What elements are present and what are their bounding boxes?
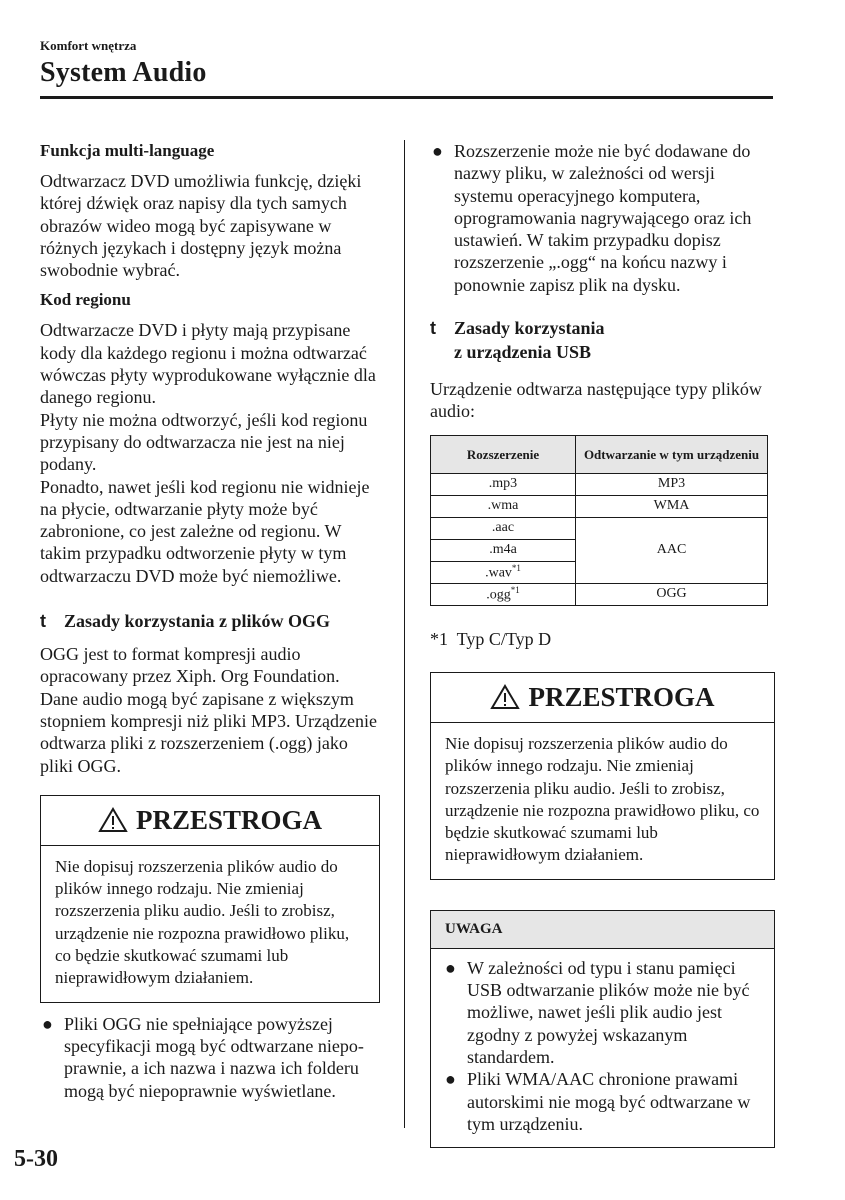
warning-icon: [490, 684, 520, 710]
bullet-text: W zależności od typu i stanu pamięci USB odtwarzanie plików może nie być możliwe, nawet jeśli plik audio jest zgodny z powyżej wskazanym standardem.: [467, 957, 750, 1067]
table-header-row: [431, 435, 768, 473]
note-body: [431, 949, 774, 1147]
table-cell: .mp3: [431, 473, 576, 495]
table-cell: [431, 561, 576, 583]
region-paragraph-3: Ponadto, nawet jeśli kod regionu nie widnieje na płycie, odtwarzanie płyty może być zabronione, co jest zależne od regionu. W takim przypadku odtworzenie płyty w tym odtwarzaczu DVD może być niemożliwe.: [40, 476, 370, 586]
usb-intro: Urządzenie odtwarza następujące typy plików audio:: [430, 379, 762, 422]
caution-text: Nie dopisuj rozszerzenia plików audio do plików innego rodzaju. Nie zmieniaj rozszerzenia pliku audio. Jeśli to zrobisz, urządzenie nie rozpozna prawidłowo pliku, co będzie skutkować szumami lub nieprawidłowym działaniem.: [55, 856, 350, 988]
section-marker-icon: t: [40, 611, 46, 632]
table-row: [431, 495, 768, 517]
caution-header: [41, 796, 379, 846]
table-cell: .aac: [431, 517, 576, 539]
page-number: 5-30: [14, 1146, 58, 1172]
title-rule: [40, 96, 773, 99]
caution-header: [431, 673, 774, 723]
table-cell: .m4a: [431, 539, 576, 561]
table-cell: OGG: [576, 583, 768, 605]
table-cell: WMA: [576, 495, 768, 517]
list-item: [430, 140, 775, 296]
bullet-icon: ●: [432, 141, 443, 161]
footnote-ref: *1: [510, 584, 520, 595]
usb-heading-line-1: Zasady korzystania: [454, 318, 605, 339]
caution-title: PRZESTROGA: [135, 804, 323, 835]
extension-table: [430, 435, 768, 606]
bullet-icon: ●: [42, 1013, 53, 1034]
ogg-text: OGG jest to format kompresji audio opracowany przez Xiph. Org Foundation. Dane audio mogą być zapisane z większym stopniem kompresji niż pliki MP3. Urządzenie odtwarza pliki z rozszerzeniem (.ogg) jako pliki OGG.: [40, 644, 377, 776]
table-cell: MP3: [576, 473, 768, 495]
footnote: *1 Typ C/Typ D: [430, 628, 552, 649]
bullet-text: Pliki OGG nie spełniające powyższej specyfikacji mogą być odtwarzane niepo-prawnie, a ich nazwa i nazwa ich folderu mogą być niepoprawnie wyświetlane.: [64, 1013, 364, 1101]
caution-box: [40, 795, 380, 1003]
ogg-heading-text: Zasady korzystania z plików OGG: [64, 611, 331, 632]
table-cell: .wma: [431, 495, 576, 517]
table-header-playback: Odtwarzanie w tym urządzeniu: [576, 435, 768, 473]
note-bullet-list: [443, 957, 762, 1135]
warning-icon: [98, 807, 128, 833]
right-column: [430, 140, 775, 1148]
list-item: [443, 957, 762, 1068]
section-label: Komfort wnętrza: [40, 38, 137, 53]
section-marker-icon: t: [430, 318, 436, 339]
multilang-text: Odtwarzacz DVD umożliwia funkcję, dzięki której dźwięk oraz napisy dla tych samych obrazów wideo mogą być zapisywane w różnych językach i dostępny język można swobodnie wybrać.: [40, 171, 362, 281]
usb-heading-text: [454, 316, 605, 364]
extension-bullet-list: [430, 140, 775, 296]
ext-wav: .wav: [485, 565, 512, 581]
caution-text: Nie dopisuj rozszerzenia plików audio do plików innego rodzaju. Nie zmieniaj rozszerzenia pliku audio. Jeśli to zrobisz, urządzenie nie rozpozna prawidłowo pliku, co będzie skutkować szumami lub nieprawidłowym działaniem.: [445, 733, 760, 865]
note-title: UWAGA: [431, 911, 774, 949]
region-heading: Kod regionu: [40, 290, 131, 310]
table-header-extension: Rozszerzenie: [431, 435, 576, 473]
bullet-text: Rozszerzenie może nie być dodawane do nazwy pliku, w zależności od wersji systemu operacyjnego komputera, oprogramowania nagrywającego oraz ich ustawień. W takim przypadku dopisz rozszerzenie „.ogg“ na końcu nazwy i ponownie zapisz plik na dysku.: [454, 141, 752, 295]
bullet-icon: ●: [445, 1069, 456, 1090]
page-title: System Audio: [40, 57, 207, 88]
multilang-heading: Funkcja multi-language: [40, 141, 215, 160]
list-item: [40, 1013, 380, 1102]
table-row: [431, 473, 768, 495]
bullet-icon: ●: [445, 957, 456, 978]
list-item: [443, 1068, 762, 1135]
caution-title: PRZESTROGA: [528, 681, 715, 712]
region-paragraph-1: Odtwarzacze DVD i płyty mają przypisane kody dla każdego regionu i można odtwarzać wówczas płyty wyprodukowane wyłącznie dla danego regionu.: [40, 320, 376, 408]
footnote-ref: *1: [511, 562, 521, 573]
table-cell: AAC: [576, 517, 768, 583]
bullet-text: Pliki WMA/AAC chronione prawami autorskimi nie mogą być odtwarzane w tym urządzeniu.: [467, 1069, 751, 1134]
usb-section-heading: [430, 316, 775, 364]
table-row: [431, 517, 768, 539]
usb-heading-line-2: z urządzenia USB: [454, 342, 591, 363]
table-cell: [431, 583, 576, 605]
note-box: [430, 910, 775, 1148]
ogg-bullet-list: [40, 1013, 380, 1102]
ext-ogg: .ogg: [486, 587, 511, 603]
ogg-section-heading: [40, 609, 380, 633]
table-row: [431, 583, 768, 605]
caution-box: [430, 672, 775, 880]
left-column: [40, 140, 380, 1102]
column-divider: [404, 140, 405, 1128]
region-paragraph-2: Płyty nie można odtworzyć, jeśli kod regionu przypisany do odtwarzacza nie jest na niej podany.: [40, 409, 368, 475]
